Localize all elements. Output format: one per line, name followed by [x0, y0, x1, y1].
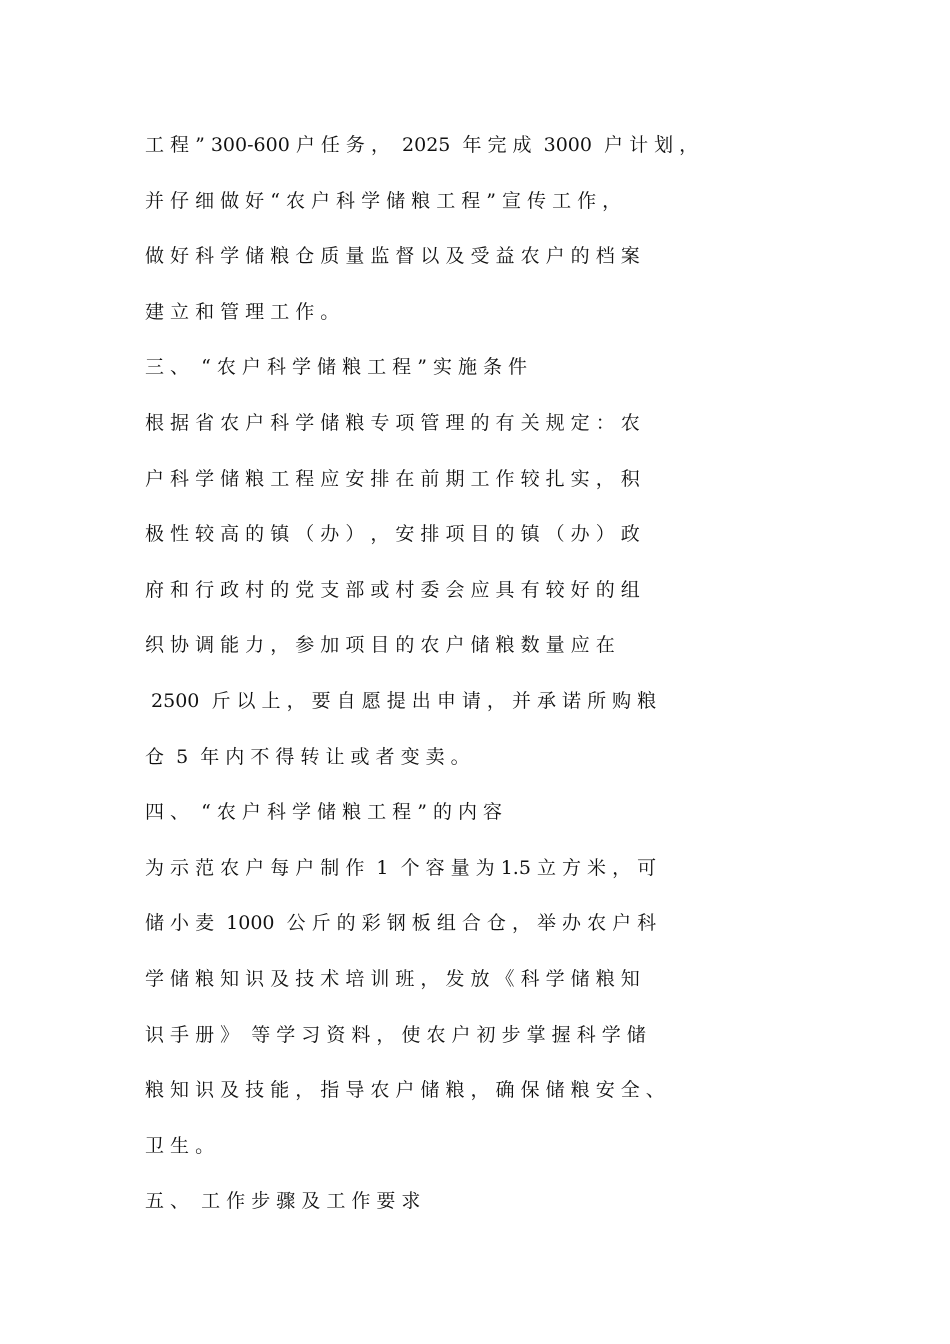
text-line-14: 为 示 范 农 户 每 户 制 作 1 个 容 量 为 1.5 立 方 米 ， 可 [145, 856, 657, 879]
document-body [145, 122, 845, 1234]
section-heading-3: 三 、 “ 农 户 科 学 储 粮 工 程 ” 实 施 条 件 [145, 356, 528, 379]
text-line-10: 织 协 调 能 力 ， 参 加 项 目 的 农 户 储 粮 数 量 应 在 [145, 634, 615, 657]
text-line-18: 粮 知 识 及 技 能 ， 指 导 农 户 储 粮 ， 确 保 储 粮 安 全 、 [145, 1079, 665, 1102]
text-line-4: 建 立 和 管 理 工 作 。 [145, 300, 340, 323]
text-line-15: 储 小 麦 1000 公 斤 的 彩 钢 板 组 合 仓 ， 举 办 农 户 科 [145, 912, 657, 935]
text-line-17: 识 手 册 》 等 学 习 资 料 ， 使 农 户 初 步 掌 握 科 学 储 [145, 1023, 646, 1046]
text-line-7: 户 科 学 储 粮 工 程 应 安 排 在 前 期 工 作 较 扎 实 ， 积 [145, 467, 640, 490]
section-heading-5: 五 、 工 作 步 骤 及 工 作 要 求 [145, 1190, 421, 1213]
text-line-3: 做 好 科 学 储 粮 仓 质 量 监 督 以 及 受 益 农 户 的 档 案 [145, 245, 640, 268]
text-line-19: 卫 生 。 [145, 1134, 215, 1157]
text-line-11: 2500 斤 以 上 ， 要 自 愿 提 出 申 请 ， 并 承 诺 所 购 粮 [145, 689, 657, 712]
text-line-1: 工 程 ” 300-600 户 任 务 ， 2025 年 完 成 3000 户 计 划 ， [145, 134, 699, 156]
text-line-2: 并 仔 细 做 好 “ 农 户 科 学 储 粮 工 程 ” 宣 传 工 作 ， [145, 189, 622, 212]
text-line-12: 仓 5 年 内 不 得 转 让 或 者 变 卖 。 [145, 745, 470, 768]
section-heading-4: 四 、 “ 农 户 科 学 储 粮 工 程 ” 的 内 容 [145, 801, 503, 824]
text-line-16: 学 储 粮 知 识 及 技 术 培 训 班 ， 发 放 《 科 学 储 粮 知 [145, 967, 640, 990]
text-line-9: 府 和 行 政 村 的 党 支 部 或 村 委 会 应 具 有 较 好 的 组 [145, 578, 640, 601]
text-line-8: 极 性 较 高 的 镇 （ 办 ） ， 安 排 项 目 的 镇 （ 办 ） 政 [145, 523, 640, 546]
text-line-6: 根 据 省 农 户 科 学 储 粮 专 项 管 理 的 有 关 规 定 ： 农 [145, 411, 640, 434]
